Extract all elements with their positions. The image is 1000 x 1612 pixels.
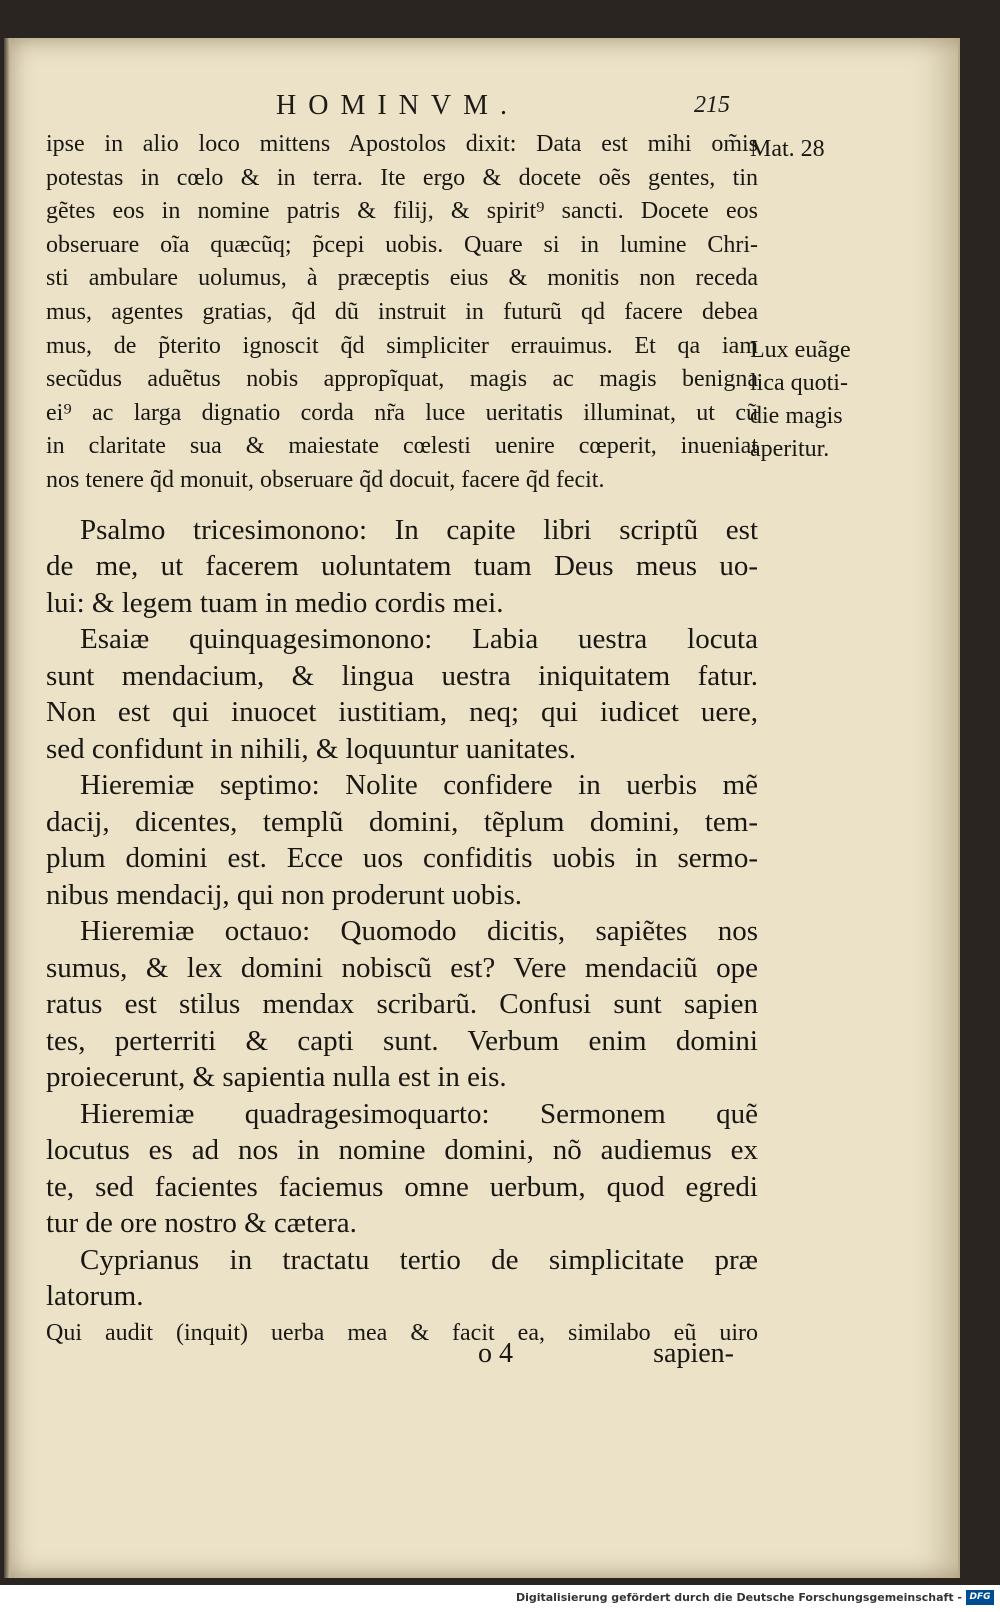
text-line: tes, perterriti & capti sunt. Verbum enim domini [46,1024,758,1057]
paragraph-hieremiae-octauo [46,913,758,1096]
main-text-column [46,128,758,1351]
signature-mark: o 4 [478,1338,513,1369]
text-line: latorum. [46,1280,144,1313]
text-line: mus, de p̃terito ignoscit q̃d simpliciter errauimus. Et qa iam [46,332,758,359]
text-line: lui: & legem tuam in medio cordis mei. [46,586,504,619]
paragraph-hieremiae-quadragesimo [46,1096,758,1242]
text-line: secũdus aduẽtus nobis appropĩquat, magis ac magis benigna [46,366,758,393]
text-line: Cyprianus in tractatu tertio de simplicitate præ [80,1243,758,1276]
text-line: sumus, & lex domini nobiscũ est? Vere mendaciũ ope [46,951,758,984]
gloss-line: die magis [750,403,843,429]
text-line: sunt mendacium, & lingua uestra iniquitatem fatur. [46,659,758,692]
book-page [4,38,960,1578]
text-line: gẽtes eos in nomine patris & filij, & spirit⁹ sancti. Docete eos [46,198,758,225]
paragraph-psalmo [46,512,758,622]
text-line: nibus mendacij, qui non proderunt uobis. [46,878,523,911]
text-line: tur de ore nostro & cætera. [46,1207,357,1240]
paragraph-commentary [46,128,758,498]
paragraph-hieremiae-septimo [46,767,758,913]
text-line: Non est qui inuocet iustitiam, neq; qui iudicet uere, [46,696,758,729]
text-line: plum domini est. Ecce uos confiditis uobis in sermo- [46,842,758,875]
running-head: HOMINVM. [276,90,519,121]
margin-reference: Mat. 28 [750,136,825,162]
text-line: ei⁹ ac larga dignatio corda nr̃a luce ueritatis illuminat, ut cũ [46,399,758,426]
paragraph-esaiae [46,621,758,767]
credit-bar [0,1585,1000,1612]
page-number: 215 [694,92,730,118]
text-line: Psalmo tricesimonono: In capite libri scriptũ est [80,513,758,546]
text-line: Hieremiæ septimo: Nolite confidere in uerbis mẽ [80,769,758,802]
page-gutter-shadow [4,38,10,1578]
text-line: potestas in cœlo & in terra. Ite ergo & docete oẽs gentes, tin [46,164,758,191]
paragraph-cyprianus [46,1242,758,1315]
catchword: sapien- [653,1338,734,1369]
text-line: sti ambulare uolumus, à præceptis eius & monitis non receda [46,265,758,292]
credit-text: Digitalisierung gefördert durch die Deutsche Forschungsgemeinschaft - [515,1591,962,1604]
text-line: obseruare oĩa quæcũq; p̃cepi uobis. Quare si in lumine Chri- [46,231,758,258]
text-line: Esaiæ quinquagesimonono: Labia uestra locuta [80,623,758,656]
text-line: Hieremiæ octauo: Quomodo dicitis, sapiẽtes nos [80,915,758,948]
text-line: Qui audit (inquit) uerba mea & facit ea, similabo eũ uiro [46,1319,758,1346]
text-line: Hieremiæ quadragesimoquarto: Sermonem quẽ [80,1097,758,1130]
gloss-line: aperitur. [750,436,830,462]
text-line: ratus est stilus mendax scribarũ. Confusi sunt sapien [46,988,758,1021]
text-line: in claritate sua & maiestate cœlesti uenire cœperit, inueniat [46,433,758,460]
text-line: proiecerunt, & sapientia nulla est in eis. [46,1061,507,1094]
gloss-line: lica quoti- [750,370,848,396]
gloss-line: Lux euãge [750,337,851,363]
text-line: de me, ut facerem uoluntatem tuam Deus meus uo- [46,550,758,583]
text-line: mus, agentes gratias, q̃d dũ instruit in futurũ qd facere debea [46,298,758,325]
marginalia [750,134,890,462]
paragraph-qui-audit [46,1315,758,1352]
margin-gloss [750,334,851,466]
text-line: nos tenere q̃d monuit, obseruare q̃d docuit, facere q̃d fecit. [46,466,605,493]
text-line: dacij, dicentes, templũ domini, tẽplum domini, tem- [46,805,758,838]
text-line: te, sed facientes faciemus omne uerbum, quod egredi [46,1170,758,1203]
dfg-logo: DFG [966,1590,994,1605]
text-line: locutus es ad nos in nomine domini, nõ audiemus ex [46,1134,758,1167]
text-line: ipse in alio loco mittens Apostolos dixit: Data est mihi om̃is [46,131,758,157]
text-line: sed confidunt in nihili, & loquuntur uanitates. [46,732,576,765]
